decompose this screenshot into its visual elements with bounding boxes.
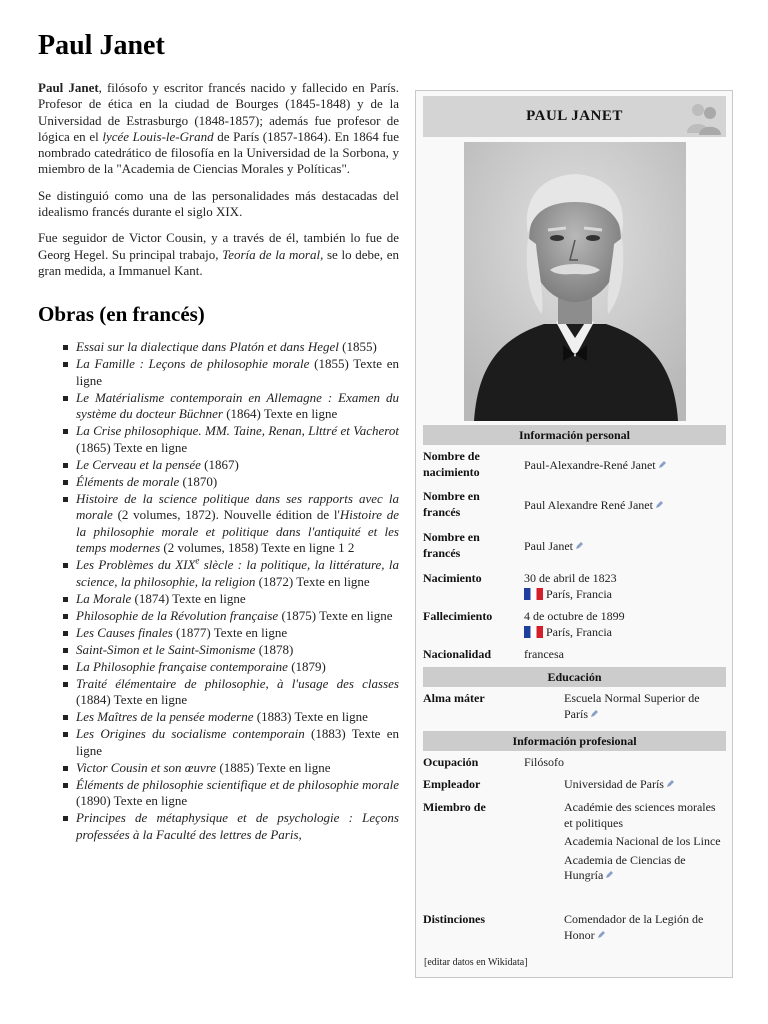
work-title: Les Maîtres de la pensée moderne <box>76 709 254 725</box>
row-label: Ocupación <box>423 755 479 769</box>
lycee-link[interactable]: lycée Louis-le-Grand <box>102 128 214 144</box>
section-professional-info: Información profesional <box>423 731 726 751</box>
section-personal-info: Información personal <box>423 425 726 445</box>
row-value <box>524 571 724 602</box>
article-body <box>38 80 399 844</box>
superscript: e <box>195 555 200 566</box>
paragraph-3 <box>38 230 399 279</box>
work-detail: (1867) <box>200 456 239 472</box>
work-title: Histoire de la science politique dans ses rapports avec la morale <box>76 490 399 523</box>
work-detail: (1878) <box>255 641 294 657</box>
page-title: Paul Janet <box>38 30 165 61</box>
work-title: Le Matérialisme contemporain en Allemagne : Examen du système du docteur Büchner <box>76 389 399 422</box>
work-title: Principes de métaphysique et de psychologie : Leçons professées à la Faculté des lettres de Paris, <box>76 810 399 842</box>
work-title: La Morale <box>76 590 132 606</box>
birth-place-link[interactable]: París, Francia <box>546 586 612 601</box>
employer-link[interactable]: Universidad de París <box>564 777 664 791</box>
list-item <box>76 625 399 642</box>
row-label: Miembro de <box>423 800 486 814</box>
row-value <box>564 691 726 722</box>
para3-text-a: Fue seguidor de Victor Cousin, y a través de él, también lo fue de Georg Hegel. Su principal trabajo, <box>38 230 399 262</box>
row-label: Nombre en francés <box>423 530 480 560</box>
french-name-value: Paul Janet <box>524 539 573 553</box>
row-label: Nacimiento <box>423 571 482 585</box>
death-place <box>524 625 724 641</box>
work-title: La Famille : Leçons de philosophie morale <box>76 356 310 372</box>
row-label: Nacionalidad <box>423 647 492 661</box>
row-value <box>524 609 724 640</box>
edit-pencil-icon[interactable] <box>605 870 614 879</box>
work-detail: (1874) Texte en ligne <box>131 590 246 606</box>
work-title: Philosophie de la Révolution française <box>76 607 279 623</box>
row-value <box>564 800 726 884</box>
row-value <box>524 498 724 514</box>
row-label: Nombre en francés <box>423 489 480 519</box>
french-name-value: Paul Alexandre René Janet <box>524 498 653 512</box>
intro-name: Paul Janet <box>38 80 99 95</box>
birth-place <box>524 587 724 603</box>
death-date: 4 de octubre de 1899 <box>524 609 625 623</box>
work-detail: (1885) Texte en ligne <box>216 759 331 775</box>
section-education: Educación <box>423 667 726 687</box>
work-detail: (1890) Texte en ligne <box>76 793 188 809</box>
list-item <box>76 726 399 759</box>
list-item <box>76 474 399 491</box>
row-label: Nombre de nacimiento <box>423 449 480 479</box>
theory-of-morals-title: Teoría de la moral <box>222 246 321 262</box>
work-detail: (1865) Texte en ligne <box>76 439 188 455</box>
work-title: La Philosophie française contemporaine <box>76 658 288 674</box>
work-detail: (1877) Texte en ligne <box>172 624 288 640</box>
work-title: Éléments de philosophie scientifique et de philosophie morale <box>76 776 399 792</box>
row-label: Distinciones <box>423 912 486 926</box>
work-title-a: Les Problèmes du XIX <box>76 557 196 573</box>
list-item <box>76 356 399 389</box>
list-item <box>76 760 399 777</box>
row-value <box>564 777 726 793</box>
list-item <box>76 390 399 423</box>
france-flag-icon <box>524 588 543 600</box>
para3-text-b: , se lo debe, en gran medida, a Immanuel Kant. <box>38 246 399 278</box>
birth-name-value: Paul-Alexandre-René Janet <box>524 458 656 472</box>
row-value <box>564 912 726 943</box>
edit-pencil-icon[interactable] <box>655 500 664 509</box>
work-title: Le Cerveau et la pensée <box>76 456 201 472</box>
work-detail: (1879) <box>287 658 326 674</box>
list-item <box>76 709 399 726</box>
work-title: Les Origines du socialisme contemporain <box>76 726 305 742</box>
infobox <box>415 90 733 978</box>
edit-pencil-icon[interactable] <box>575 541 584 550</box>
people-icon <box>684 99 722 135</box>
member-item[interactable]: Académie des sciences morales et politiques <box>564 800 716 830</box>
infobox-title: PAUL JANET <box>526 108 623 124</box>
row-label: Fallecimiento <box>423 609 493 623</box>
edit-wikidata-link[interactable]: [editar datos en Wikidata] <box>424 957 528 968</box>
list-item <box>76 339 399 356</box>
list-item <box>76 423 399 456</box>
work-title: Les Causes finales <box>76 624 173 640</box>
row-label: Alma máter <box>423 691 485 705</box>
edit-pencil-icon[interactable] <box>597 930 606 939</box>
paragraph-2: Se distinguió como una de las personalidades más destacadas del idealismo francés durante el siglo XIX. <box>38 187 399 220</box>
works-heading: Obras (en francés) <box>38 302 205 327</box>
member-item[interactable]: Academia Nacional de los Lince <box>564 834 721 848</box>
work-detail: (1883) Texte en ligne <box>253 709 368 725</box>
works-list <box>38 339 399 843</box>
france-flag-icon <box>524 626 543 638</box>
list-item <box>76 591 399 608</box>
work-title: Saint-Simon et le Saint-Simonisme <box>76 641 256 657</box>
work-detail: (1870) <box>179 473 218 489</box>
portrait-image <box>464 142 686 421</box>
list-item <box>76 557 399 590</box>
row-value <box>524 458 724 474</box>
member-item-last <box>564 853 726 884</box>
list-item <box>76 491 399 557</box>
list-item <box>76 777 399 810</box>
infobox-header <box>423 96 726 137</box>
list-item <box>76 457 399 474</box>
work-detail-2: (2 volumes, 1858) Texte en ligne 1 2 <box>160 540 355 556</box>
edit-pencil-icon[interactable] <box>666 779 675 788</box>
occupation-value: Filósofo <box>524 755 565 769</box>
work-title: Essai sur la dialectique dans Platón et dans Hegel <box>76 339 339 355</box>
work-detail: (1875) Texte en ligne <box>278 607 393 623</box>
work-title: Victor Cousin et son œuvre <box>76 759 217 775</box>
member-item[interactable]: Academia de Ciencias de Hungría <box>564 852 686 882</box>
work-detail: (1883) Texte en ligne <box>76 726 399 758</box>
work-detail: (1864) Texte en ligne <box>222 406 338 422</box>
work-detail: (2 volumes, 1872). Nouvelle édition de l' <box>112 507 340 523</box>
work-detail: (1872) Texte en ligne <box>255 573 370 589</box>
nationality-value: francesa <box>524 647 564 661</box>
work-detail: (1855) <box>338 339 377 355</box>
work-title: La Crise philosophique. MM. Taine, Renan, Llttré et Vacherot <box>76 423 399 439</box>
row-label: Empleador <box>423 777 481 791</box>
list-item <box>76 608 399 625</box>
work-title-2: Histoire de la philosophie morale et politique dans l'antiquité et les temps modernes <box>76 507 399 556</box>
intro-text-2: de París (1857-1864). En 1864 fue nombrado catedrático de filosofía en la Universidad de la Sorbona, y miembro de la "Academia de Ciencias Morales y Políticas". <box>38 128 399 177</box>
intro-text-1: , filósofo y escritor francés nacido y fallecido en París. Profesor de ética en la ciudad de Bourges (1845-1848) y de la Universidad de Estrasburgo (1848-1857); además fue profesor de lógica en el <box>38 80 399 144</box>
distinction-link[interactable]: Comendador de la Legión de Honor <box>564 912 704 942</box>
work-title: Traité élémentaire de philosophie, à l'usage des classes <box>76 675 399 691</box>
intro-paragraph <box>38 80 399 178</box>
work-detail: (1855) Texte en ligne <box>76 356 399 388</box>
death-place-link[interactable]: París, Francia <box>546 624 612 639</box>
work-title-b: slècle : la politique, la littérature, la science, la philosophie, la religion <box>76 557 399 589</box>
edit-pencil-icon[interactable] <box>658 460 667 469</box>
work-title: Éléments de morale <box>76 473 180 489</box>
list-item <box>76 659 399 676</box>
work-detail: (1884) Texte en ligne <box>76 692 188 708</box>
list-item <box>76 676 399 709</box>
edit-pencil-icon[interactable] <box>590 709 599 718</box>
list-item <box>76 642 399 659</box>
list-item <box>76 810 399 843</box>
alma-mater-link[interactable]: Escuela Normal Superior de París <box>564 691 700 721</box>
birth-date: 30 de abril de 1823 <box>524 571 617 585</box>
row-value <box>524 539 724 555</box>
portrait-photo <box>464 142 686 421</box>
